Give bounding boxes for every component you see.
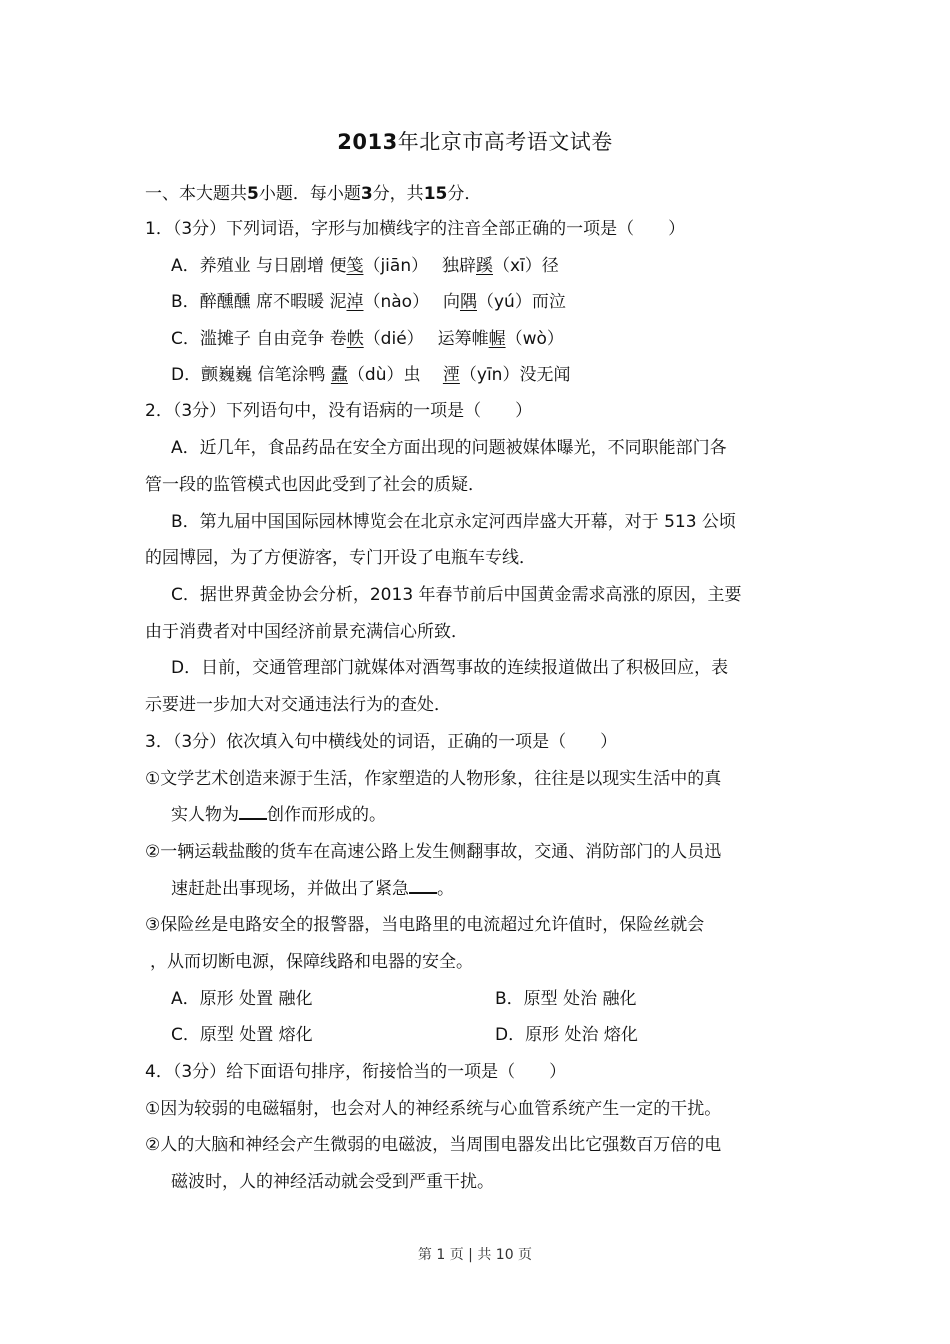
q3-option-d xyxy=(495,1024,638,1046)
option-label: B． xyxy=(495,989,524,1009)
q3-sentence-3-line1: ③保险丝是电路安全的报警器，当电路里的电流超过允许值时，保险丝就会 xyxy=(145,915,705,935)
option-text: 向 xyxy=(420,292,460,312)
option-label: A． xyxy=(171,256,200,276)
option-text: 醉醺醺 席不暇暖 泥 xyxy=(199,292,347,312)
question-1-stem: 1．（3分）下列词语，字形与加横线字的注音全部正确的一项是（ ） xyxy=(145,219,686,239)
title-year: 2013 xyxy=(337,130,398,154)
option-label: C． xyxy=(171,329,200,349)
q2-option-a-line2: 管一段的监管模式也因此受到了社会的质疑． xyxy=(145,475,485,495)
section-text: 分． xyxy=(447,184,482,204)
sentence-text: 速赶赴出事现场，并做出了紧急 xyxy=(171,879,409,899)
option-text: 原形 处置 融化 xyxy=(199,989,313,1009)
section-text: 一、本大题共 xyxy=(145,184,247,204)
title-text: 年北京市高考语文试卷 xyxy=(397,130,613,154)
q3-option-a xyxy=(171,988,312,1010)
sentence-text: 。 xyxy=(437,879,454,899)
q1-option-c xyxy=(171,328,564,350)
option-text: 滥摊子 自由竞争 卷 xyxy=(199,329,347,349)
points-total: 15 xyxy=(423,184,448,204)
question-count: 5 xyxy=(247,184,259,204)
q2-option-b-line1: B．第九届中国国际园林博览会在北京永定河西岸盛大开幕，对于 513 公顷 xyxy=(171,512,736,532)
sentence-text: 创作而形成的。 xyxy=(267,805,386,825)
q2-option-c-line2: 由于消费者对中国经济前景充满信心所致． xyxy=(145,622,468,642)
q2-option-a-line1: A．近几年，食品药品在安全方面出现的问题被媒体曝光，不同职能部门各 xyxy=(171,438,727,458)
pinyin: （yú）而泣 xyxy=(476,292,566,312)
q2-option-b-line2: 的园博园，为了方便游客，专门开设了电瓶车专线． xyxy=(145,548,536,568)
q2-option-d-line1: D．日前，交通管理部门就媒体对酒驾事故的连续报道做出了积极回应，表 xyxy=(171,658,729,678)
underlined-char: 帙 xyxy=(346,329,364,349)
q3-sentence-1-line1: ①文学艺术创造来源于生活，作家塑造的人物形象，往往是以现实生活中的真 xyxy=(145,769,722,789)
pinyin: （yīn）没无闻 xyxy=(459,365,571,385)
option-text: 原型 处置 熔化 xyxy=(199,1025,313,1045)
page-footer: 第 1 页 | 共 10 页 xyxy=(417,1247,533,1263)
sentence-text: 实人物为 xyxy=(171,805,239,825)
question-3-stem: 3．（3分）依次填入句中横线处的词语，正确的一项是（ ） xyxy=(145,732,618,752)
option-text: 原形 处治 熔化 xyxy=(525,1025,638,1045)
pinyin: （dù）虫 xyxy=(347,365,421,385)
q3-option-b xyxy=(495,988,636,1010)
option-label: D． xyxy=(171,365,202,385)
fill-blank xyxy=(239,804,267,820)
option-label: D． xyxy=(495,1025,526,1045)
q4-sentence-1: ①因为较弱的电磁辐射，也会对人的神经系统与心血管系统产生一定的干扰。 xyxy=(145,1099,722,1119)
option-label: B． xyxy=(171,292,200,312)
option-text: 原型 处治 融化 xyxy=(523,989,637,1009)
q4-sentence-2-line1: ②人的大脑和神经会产生微弱的电磁波，当周围电器发出比它强数百万倍的电 xyxy=(145,1135,722,1155)
pinyin: （xī）径 xyxy=(493,256,559,276)
q2-option-d-line2: 示要进一步加大对交通违法行为的查处． xyxy=(145,695,451,715)
sentence-text: ，从而切断电源，保障线路和电器的安全。 xyxy=(150,952,473,972)
question-4-stem: 4．（3分）给下面语句排序，衔接恰当的一项是（ ） xyxy=(145,1062,567,1082)
option-text: 养殖业 与日剧增 便 xyxy=(199,256,347,276)
page-title xyxy=(0,126,950,156)
option-label: C． xyxy=(171,1025,200,1045)
underlined-char: 幄 xyxy=(488,329,506,349)
option-text xyxy=(420,365,442,385)
section-header xyxy=(145,183,481,205)
underlined-char: 湮 xyxy=(442,365,460,385)
q4-sentence-2-line2: 磁波时，人的神经活动就会受到严重干扰。 xyxy=(171,1172,494,1192)
option-text: 独辟 xyxy=(419,256,476,276)
pinyin: （dié） xyxy=(363,329,416,349)
pinyin: （wò） xyxy=(505,329,564,349)
q3-sentence-3-line2 xyxy=(150,951,473,973)
underlined-char: 蹊 xyxy=(476,256,493,276)
question-2-stem: 2．（3分）下列语句中，没有语病的一项是（ ） xyxy=(145,401,533,421)
option-text: 运筹帷 xyxy=(415,329,489,349)
section-text: 小题．每小题 xyxy=(258,184,361,204)
pinyin: （nào） xyxy=(363,292,421,312)
option-label: A． xyxy=(171,989,200,1009)
q3-sentence-1-line2 xyxy=(171,804,386,826)
pinyin: （jiān） xyxy=(363,256,420,276)
q1-option-a xyxy=(171,255,559,277)
underlined-char: 笺 xyxy=(346,256,364,276)
q3-sentence-2-line1: ②一辆运载盐酸的货车在高速公路上发生侧翻事故，交通、消防部门的人员迅 xyxy=(145,842,722,862)
q2-option-c-line1: C．据世界黄金协会分析，2013 年春节前后中国黄金需求高涨的原因，主要 xyxy=(171,585,742,605)
section-text: 分，共 xyxy=(372,184,424,204)
underlined-char: 蠹 xyxy=(330,365,348,385)
underlined-char: 隅 xyxy=(459,292,477,312)
points-each: 3 xyxy=(360,184,373,204)
q1-option-d xyxy=(171,364,570,386)
underlined-char: 淖 xyxy=(346,292,364,312)
fill-blank xyxy=(409,878,437,894)
q3-sentence-2-line2 xyxy=(171,878,454,900)
q1-option-b xyxy=(171,291,566,313)
option-text: 颤巍巍 信笔涂鸭 xyxy=(201,365,331,385)
q3-option-c xyxy=(171,1024,313,1046)
